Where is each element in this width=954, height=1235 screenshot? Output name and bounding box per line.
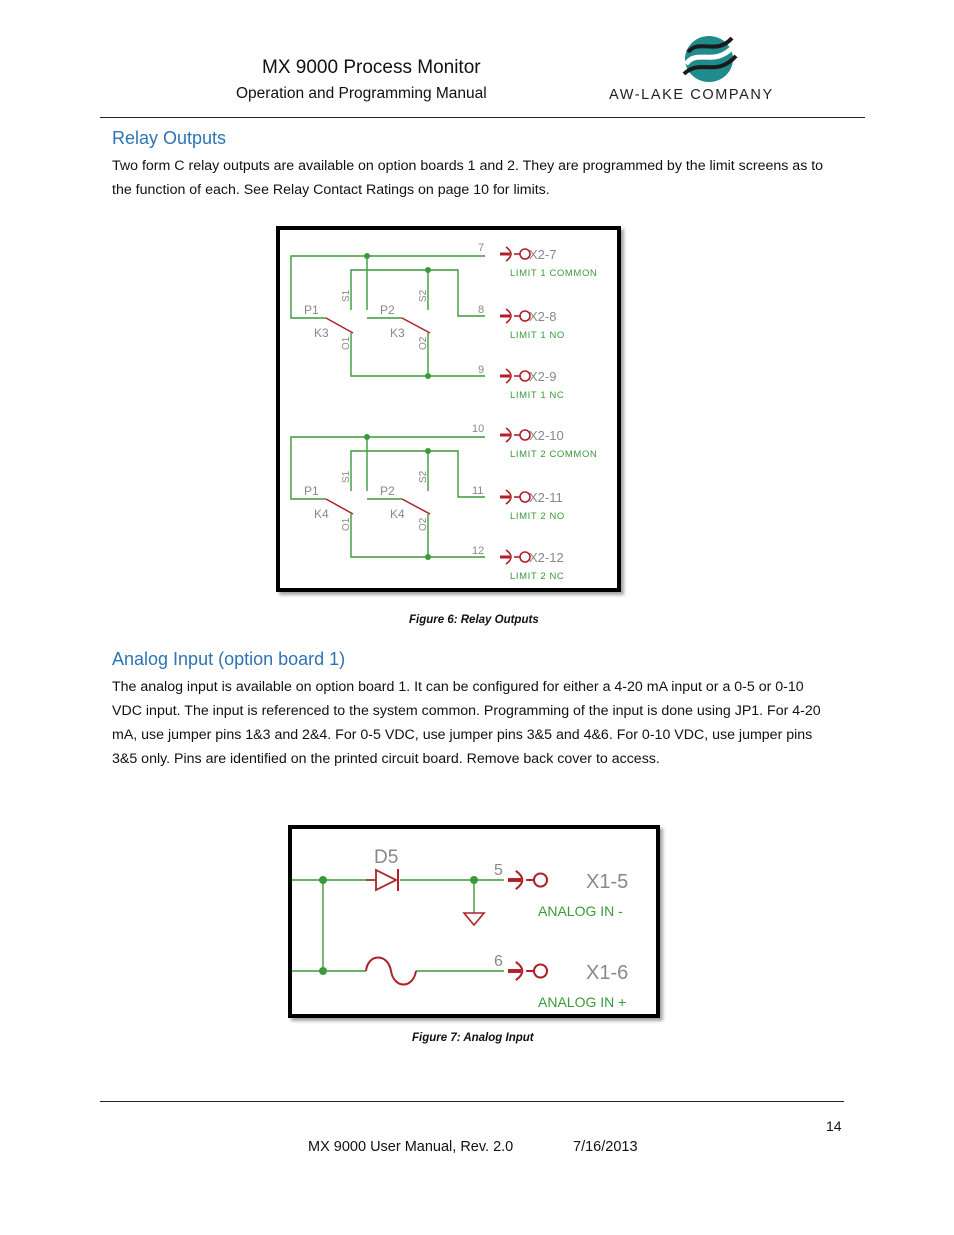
pin-number: 8 — [478, 304, 485, 316]
pin-number: 9 — [478, 364, 485, 376]
connector-name: X1-6 — [586, 962, 629, 984]
relay-contact-1 — [326, 499, 353, 514]
diode-label: D5 — [374, 847, 399, 868]
p2-label: P2 — [380, 303, 395, 317]
document-title: MX 9000 Process Monitor — [262, 57, 481, 78]
pin-number: 10 — [472, 423, 485, 435]
pin-number: 7 — [478, 242, 485, 254]
relay-schematic — [280, 230, 617, 588]
pin-number: 6 — [494, 953, 503, 970]
analog-schematic — [292, 829, 656, 1014]
footer-date: 7/16/2013 — [573, 1139, 638, 1155]
o1-label: O1 — [341, 336, 352, 350]
o1-label: O1 — [341, 517, 352, 531]
pin-number: 12 — [472, 545, 485, 557]
analog-input-heading: Analog Input (option board 1) — [112, 649, 346, 669]
company-logo-icon — [680, 34, 738, 84]
ground-icon — [464, 913, 484, 925]
connector-name: X2-10 — [529, 428, 564, 443]
connector-name: X2-7 — [529, 247, 557, 262]
relay-outputs-heading: Relay Outputs — [112, 128, 227, 148]
o2-label: O2 — [418, 517, 429, 531]
pin-label: ANALOG IN - — [538, 903, 623, 919]
header-divider — [100, 117, 865, 118]
footer-manual-revision: MX 9000 User Manual, Rev. 2.0 — [308, 1139, 514, 1155]
p1-label: P1 — [304, 303, 319, 317]
pin-number: 11 — [472, 485, 484, 497]
pin-label: LIMIT 1 NC — [510, 390, 565, 401]
s2-label: S2 — [418, 289, 429, 302]
relay-contact-2 — [402, 318, 430, 333]
common-bus-wire — [291, 256, 485, 310]
page-number: 14 — [826, 1118, 842, 1134]
connector-ring — [534, 874, 547, 887]
relay-contact-1 — [326, 318, 353, 333]
relay-contact-2 — [402, 499, 430, 514]
p2-label: P2 — [380, 484, 395, 498]
pin-label: LIMIT 2 NO — [510, 511, 565, 522]
analog-input-figure — [288, 825, 660, 1018]
pin-label: LIMIT 1 COMMON — [510, 268, 598, 279]
common-bus-wire — [291, 437, 485, 491]
relay-outputs-text: Two form C relay outputs are available on option boards 1 and 2. They are programmed by the limit screens as to the function of each. See Relay Contact Ratings on page 10 for limits. — [112, 158, 824, 198]
connector-name: X2-11 — [529, 490, 563, 505]
pin-label: LIMIT 1 NO — [510, 330, 565, 341]
connector-name: X2-8 — [529, 309, 557, 324]
connector-name: X1-5 — [586, 871, 629, 893]
relay-label: K3 — [314, 326, 329, 340]
fuse-icon — [366, 958, 416, 985]
junction-dot — [319, 967, 327, 975]
s2-label: S2 — [418, 470, 429, 483]
company-logo-text: AW-LAKE COMPANY — [609, 87, 774, 103]
o2-label: O2 — [418, 336, 429, 350]
connector-name: X2-9 — [529, 369, 557, 384]
pin-label: ANALOG IN + — [538, 994, 627, 1010]
analog-figure-caption: Figure 7: Analog Input — [412, 1032, 534, 1044]
pin-label: LIMIT 2 COMMON — [510, 449, 598, 460]
p1-label: P1 — [304, 484, 319, 498]
connector-ring — [534, 965, 547, 978]
s1-label: S1 — [341, 470, 352, 483]
s1-label: S1 — [341, 289, 352, 302]
connector-name: X2-12 — [529, 550, 564, 565]
diode-icon — [376, 870, 396, 890]
relay-label: K4 — [314, 507, 329, 521]
relay-outputs-figure — [276, 226, 621, 592]
document-subtitle: Operation and Programming Manual — [236, 85, 487, 102]
junction-dot — [319, 876, 327, 884]
footer-divider — [100, 1101, 844, 1102]
analog-input-text: The analog input is available on option board 1. It can be configured for either a 4-20 mA input or a 0-5 or 0-10 VDC input. The input is referenced to the system common. Programming of the input is done using JP1. For 4-20 mA, use jumper pins 1&3 and 2&4. For 0-5 VDC, use jumper pins 3&5 and 4&6. For 0-10 VDC, use jumper pins 3&5 only. Pins are identified on the printed circuit board. Remove back cover to access. — [112, 679, 821, 767]
pin-number: 5 — [494, 862, 503, 879]
relay-label: K3 — [390, 326, 405, 340]
relay-figure-caption: Figure 6: Relay Outputs — [409, 614, 539, 626]
pin-label: LIMIT 2 NC — [510, 571, 565, 582]
relay-label: K4 — [390, 507, 405, 521]
